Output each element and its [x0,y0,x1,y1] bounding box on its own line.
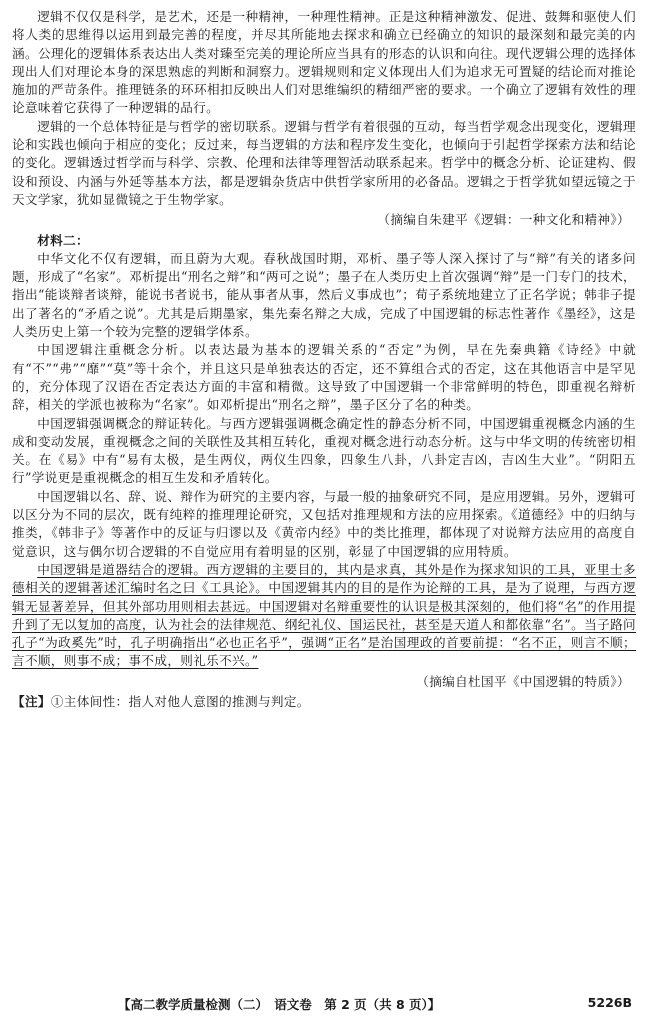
material1-paragraph-2: 逻辑的一个总体特征是与哲学的密切联系。逻辑与哲学有着很强的互动，每当哲学观念出现变化，逻辑理论和实践也倾向于相应的变化；反过来，每当逻辑的方法和程序发生变化，也倾向于引起哲学探索方法和结论的变化。逻辑透过哲学而与科学、宗教、伦理和法律等理智活动联系起来。哲学中的概念分析、论证建构、假设和预设、内涵与外延等基本方法，都是逻辑杂货店中供哲学家所用的必备品。逻辑之于哲学犹如望远镜之于天文学家，犹如显微镜之于生物学家。 [12,118,636,207]
material1-source: （摘编自朱建平《逻辑：一种文化和精神》） [377,212,630,228]
underlined-passage: 中国逻辑是道器结合的逻辑。西方逻辑的主要目的，其内是求真，其外是作为探求知识的工具，亚里士多德相关的逻辑著述汇编时名之曰《工具论》。中国逻辑其内的目的是作为论辩的工具，是为了说理，与西方逻辑无显著差异，但其外部功用则相去甚远。中国逻辑对名辩重要性的认识是极其深刻的，他们将“名”的作用提升到了无以复加的高度，认为社会的法律规范、纲纪礼仪、国运民社，甚至是天道人和都依靠“名”。当子路问孔子“为政奚先”时，孔子明确指出“必也正名乎”，强调“正名”是治国理政的首要前提：“名不正，则言不顺；言不顺，则事不成；事不成，则礼乐不兴。” [12,561,636,669]
footer-title: 【高二教学质量检测（二） 语文卷 第 2 页（共 8 页）】 [118,997,441,1012]
material2-paragraph-5 [12,561,636,671]
footnote-text: ①主体间性：指人对他人意图的推测与判定。 [50,693,310,709]
material2-source: （摘编自杜国平《中国逻辑的特质》） [416,673,630,689]
material2-paragraph-1: 中华文化不仅有逻辑，而且蔚为大观。春秋战国时期，邓析、墨子等人深入探讨了与“辩”有关的诸多问题，形成了“名家”。邓析提出“刑名之辩”和“两可之说”；墨子在人类历史上首次强调“辩”是一门专门的技术，指出“能谈辩者谈辩，能说书者说书，能从事者从事，然后义事成也”；荀子系统地建立了正名学说；韩非子提出了著名的“矛盾之说”。尤其是后期墨家，集先秦名辩之大成，完成了中国逻辑的标志性著作《墨经》，这是人类历史上第一个较为完整的逻辑学体系。 [12,250,636,340]
material2-paragraph-4: 中国逻辑以名、辞、说、辩作为研究的主要内容，与最一般的抽象研究不同，是应用逻辑。另外，逻辑可以区分为不同的层次，既有纯粹的推理理论研究，又包括对推理规和方法的应用探索。《道德经》中的归纳与推类，《韩非子》等著作中的反证与归谬以及《黄帝内经》中的类比推理，都体现了对说辩方法应用的高度自觉意识，这与偶尔切合逻辑的不自觉应用有着明显的区别，彰显了中国逻辑的应用特质。 [12,488,636,559]
material2-paragraph-3: 中国逻辑强调概念的辩证转化。与西方逻辑强调概念确定性的静态分析不同，中国逻辑重视概念内涵的生成和变动发展，重视概念之间的关联性及其相互转化，重视对概念进行动态分析。这与中华文明的传统密切相关。在《易》中有“易有太极，是生两仪，两仪生四象，四象生八卦，八卦定吉凶，吉凶生大业”。“阴阳五行”学说更是重视概念的相互生发和矛盾转化。 [12,415,636,486]
material2-paragraph-2: 中国逻辑注重概念分析。以表达最为基本的逻辑关系的“否定”为例，早在先秦典籍《诗经》中就有“不”“弗”“靡”“莫”等十余个，并且这只是单独表达的否定，还不算组合式的否定，这在其他语言中是罕见的，充分体现了汉语在否定表达方面的丰富和精微。这导致了中国逻辑一个非常鲜明的特色，即重视名辩析辞，相关的学派也被称为“名家”。如邓析提出“刑名之辩”，墨子区分了名的种类。 [12,342,636,413]
footnote-tag: 【注】 [12,693,51,709]
material1-paragraph-1: 逻辑不仅仅是科学，是艺术，还是一种精神，一种理性精神。正是这种精神激发、促进、鼓舞和驱使人们将人类的思维得以运用到最完善的程度，并尽其所能地去探求和确立已经确立的知识的最深刻和最完美的内涵。公理化的逻辑体系表达出人类对臻至完美的理论所应当具有的形态的认识和向往。现代逻辑公理的选择体现出人们对理论本身的深思熟虑的判断和洞察力。逻辑规则和定义体现出人们为追求无可置疑的结论而对推论施加的严苛条件。推理链条的环环相扣反映出人们对思维编织的精细严密的要求。一个确立了逻辑有效性的理论意味着它获得了一种逻辑的品行。 [12,9,636,116]
footnote [12,693,636,711]
footer-code: 5226B [587,995,632,1010]
material2-heading: 材料二： [37,232,89,248]
article-body [12,8,636,711]
